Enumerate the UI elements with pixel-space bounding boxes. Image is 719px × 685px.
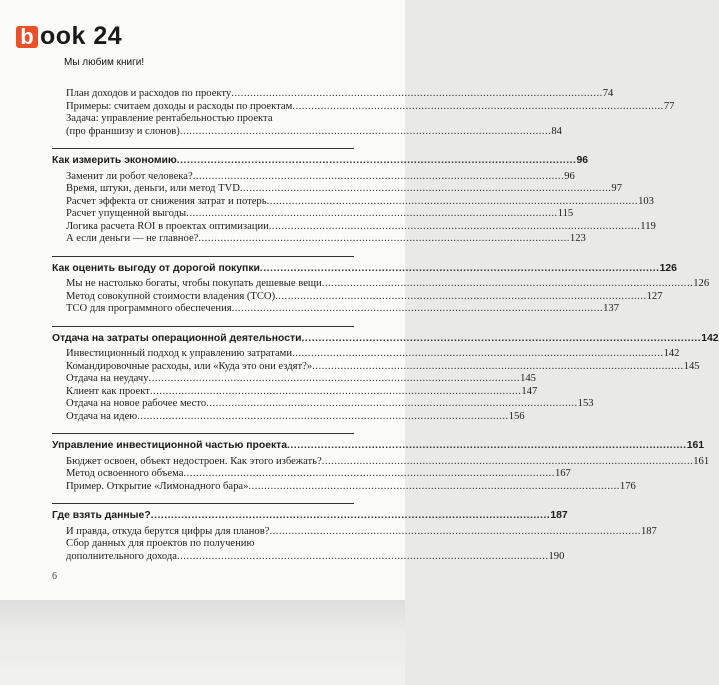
logo-letter-box: b (16, 26, 38, 48)
toc-entry-title: Примеры: считаем доходы и расходы по проектам (66, 100, 293, 112)
toc-entry (52, 125, 562, 139)
toc-entry-title-line1: Сбор данных для проектов по получению (66, 538, 255, 549)
toc-entry: Инвестиционный подход к управлению затратами ..... 142 (52, 348, 354, 361)
toc-chapter (52, 433, 710, 493)
toc-entry: Логика расчета ROI в проектах оптимизации ..... 119 (52, 221, 354, 234)
page-bottom-shadow (0, 600, 405, 685)
toc-entry: Время, штуки, деньги, или метод TVD ..... 97 (52, 183, 354, 196)
toc-entry (52, 100, 675, 114)
toc-entry: Расчет упущенной выгоды ..... 115 (52, 208, 354, 221)
toc-lead-group (52, 88, 675, 138)
book24-logo[interactable] (14, 22, 145, 72)
toc-entry: Командировочные расходы, или «Куда это они ездят?» ..... 145 (52, 361, 354, 374)
toc-entry (52, 88, 614, 101)
chapter-heading: Как измерить экономию ..... 96 (52, 155, 354, 168)
toc-entry: Клиент как проект ..... 147 (52, 386, 354, 399)
toc-entry: Пример. Открытие «Лимонадного бара» ..... 176 (52, 481, 354, 494)
toc-entry: дополнительного дохода ..... 190 (52, 551, 354, 564)
toc-chapter (52, 326, 719, 424)
toc-chapter (52, 503, 657, 563)
toc-entry: TCO для программного обеспечения ..... 137 (52, 303, 354, 316)
toc-chapter (52, 256, 710, 316)
table-of-contents (52, 88, 719, 571)
toc-entry: А если деньги — не главное? ..... 123 (52, 233, 354, 246)
chapter-heading: Отдача на затраты операционной деятельности ..... 142 (52, 333, 354, 346)
toc-entry-title-line1: Задача: управление рентабельностью проекта (66, 113, 273, 124)
toc-entry: Отдача на идею ..... 156 (52, 411, 354, 424)
toc-entry-page: 77 (663, 100, 675, 112)
toc-chapter (52, 148, 656, 246)
toc-entry-page: 84 (551, 125, 562, 137)
chapter-heading: Как оценить выгоду от дорогой покупки ..... 126 (52, 263, 354, 276)
logo-tagline: Мы любим книги! (64, 57, 145, 68)
toc-entry: Бюджет освоен, объект недостроен. Как этого избежать? ..... 161 (52, 456, 354, 469)
toc-entry: Мы не настолько богаты, чтобы покупать дешевые вещи ..... 126 (52, 278, 354, 291)
toc-entry-title: (про франшизу и слонов) (66, 125, 180, 137)
toc-entry: Заменит ли робот человека? ..... 96 (52, 171, 354, 184)
toc-entry-page: 74 (602, 88, 614, 99)
toc-entry: Метод совокупной стоимости владения (TCO) ..... 127 (52, 291, 354, 304)
toc-entry: Отдача на неудачу ..... 145 (52, 373, 354, 386)
toc-entry: Расчет эффекта от снижения затрат и потерь ..... 103 (52, 196, 354, 209)
toc-entry: И правда, откуда берутся цифры для планов? ..... 187 (52, 526, 354, 539)
toc-entry: Метод освоенного объема ..... 167 (52, 468, 354, 481)
logo-wordmark: ook 24 (40, 22, 123, 50)
toc-entry: Отдача на новое рабочее место ..... 153 (52, 398, 354, 411)
toc-entry-title: План доходов и расходов по проекту (66, 88, 232, 99)
page-number: 6 (52, 571, 57, 582)
chapter-heading: Где взять данные? ..... 187 (52, 510, 354, 523)
chapter-heading: Управление инвестиционной частью проекта ..... 161 (52, 440, 354, 453)
